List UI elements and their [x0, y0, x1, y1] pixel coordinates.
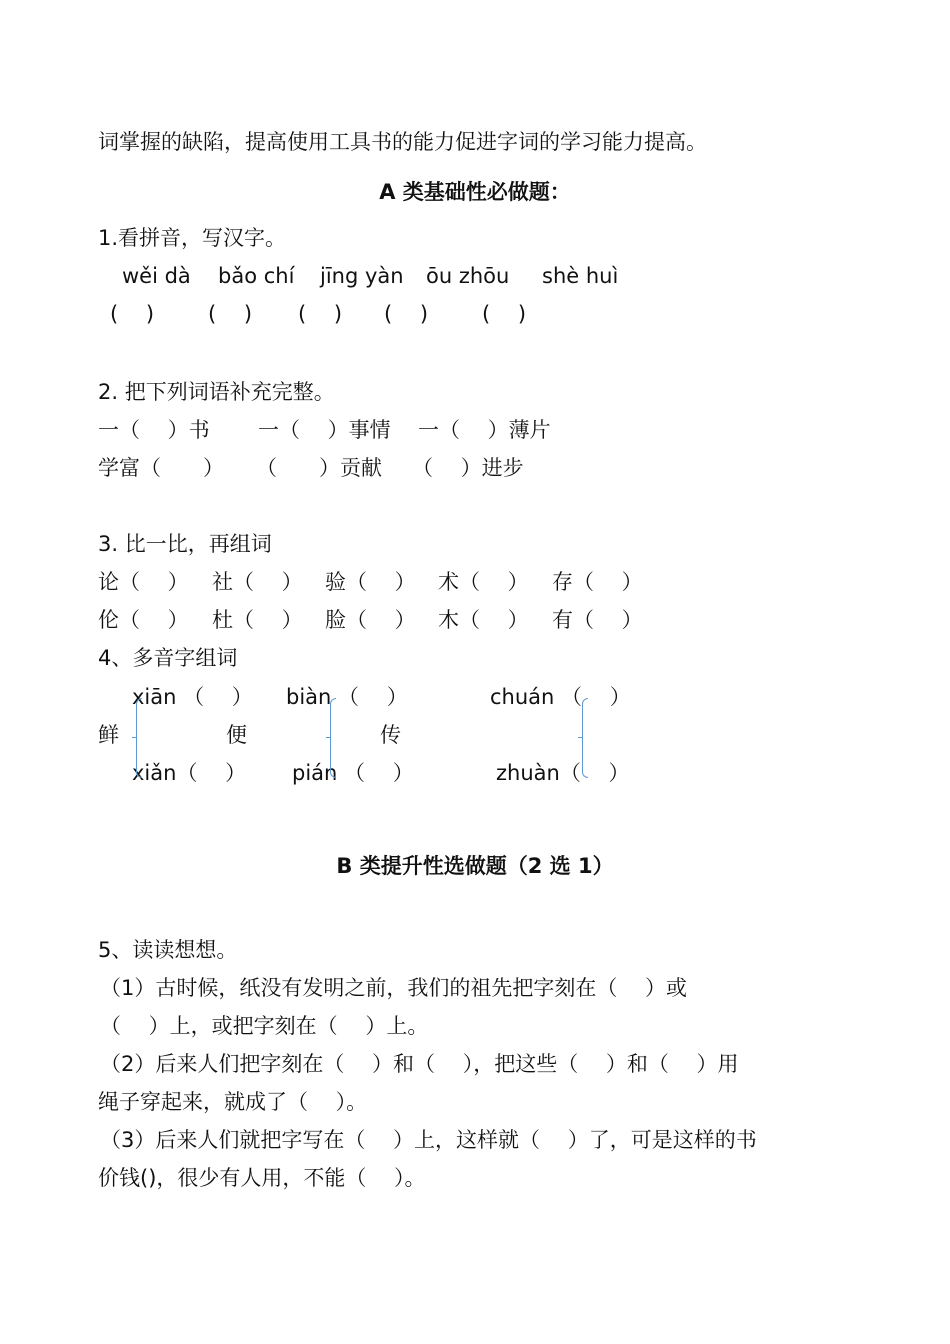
q5-title: 5、读读想想。 — [98, 938, 238, 962]
q1-blank-5[interactable]: ( ) — [482, 302, 527, 326]
q1-pinyin-4: ōu zhōu — [426, 264, 510, 288]
q3-item[interactable]: 木（ ） — [438, 608, 529, 632]
q4-top-1[interactable]: xiān （ ） — [132, 685, 253, 709]
q3-title: 3. 比一比，再组词 — [98, 532, 272, 556]
section-a-title: A 类基础性必做题： — [379, 180, 571, 204]
q4-top-3[interactable]: chuán （ ） — [490, 685, 631, 709]
q1-title: 1.看拼音，写汉字。 — [98, 226, 287, 250]
q4-char-3: 传 — [380, 723, 401, 747]
q5-line-6: 价钱()，很少有人用，不能（ ）。 — [98, 1166, 426, 1190]
q2-title: 2. 把下列词语补充完整。 — [98, 380, 335, 404]
q3-item[interactable]: 社（ ） — [212, 570, 303, 594]
q4-top-2[interactable]: biàn （ ） — [286, 685, 408, 709]
q2-item-4[interactable]: 学富（ ） — [98, 456, 224, 480]
intro-line: 词掌握的缺陷，提高使用工具书的能力促进字词的学习能力提高。 — [98, 130, 707, 154]
brace-icon — [330, 698, 336, 778]
brace-icon — [136, 698, 142, 778]
q3-item[interactable]: 论（ ） — [98, 570, 189, 594]
q2-item-5[interactable]: （ ）贡献 — [256, 456, 382, 480]
q2-item-1[interactable]: 一（ ）书 — [98, 418, 210, 442]
q3-item[interactable]: 验（ ） — [325, 570, 416, 594]
q5-line-3: （2）后来人们把字刻在（ ）和（ ），把这些（ ）和（ ）用 — [100, 1052, 739, 1076]
q4-char-1: 鲜 — [98, 723, 119, 747]
q3-item[interactable]: 杜（ ） — [212, 608, 303, 632]
q1-pinyin-1: wěi dà — [122, 264, 191, 288]
q1-pinyin-3: jīng yàn — [320, 264, 404, 288]
q3-item[interactable]: 有（ ） — [552, 608, 643, 632]
q5-line-1: （1）古时候，纸没有发明之前，我们的祖先把字刻在（ ）或 — [100, 976, 688, 1000]
q3-item[interactable]: 伦（ ） — [98, 608, 189, 632]
q1-blank-3[interactable]: ( ) — [298, 302, 343, 326]
q4-char-2: 便 — [226, 723, 247, 747]
q2-item-2[interactable]: 一（ ）事情 — [258, 418, 391, 442]
q1-pinyin-2: bǎo chí — [218, 264, 295, 288]
q3-item[interactable]: 术（ ） — [438, 570, 529, 594]
q3-item[interactable]: 存（ ） — [552, 570, 643, 594]
q2-item-3[interactable]: 一（ ）薄片 — [418, 418, 551, 442]
q1-blank-4[interactable]: ( ) — [384, 302, 429, 326]
q4-bottom-1[interactable]: xiǎn（ ） — [132, 761, 247, 785]
q5-line-2: （ ）上，或把字刻在（ ）上。 — [100, 1014, 429, 1038]
q4-title: 4、多音字组词 — [98, 646, 238, 670]
q5-line-4: 绳子穿起来，就成了（ ）。 — [98, 1090, 368, 1114]
q3-item[interactable]: 脸（ ） — [325, 608, 416, 632]
q5-line-5: （3）后来人们就把字写在（ ）上，这样就（ ）了，可是这样的书 — [100, 1128, 757, 1152]
section-b-title: B 类提升性选做题（2 选 1） — [336, 854, 614, 878]
q1-blank-1[interactable]: ( ) — [110, 302, 155, 326]
q4-bottom-2[interactable]: pián （ ） — [292, 761, 414, 785]
q4-bottom-3[interactable]: zhuàn（ ） — [496, 761, 630, 785]
q1-blank-2[interactable]: ( ) — [208, 302, 253, 326]
brace-icon — [582, 698, 588, 778]
q1-pinyin-5: shè huì — [542, 264, 619, 288]
q2-item-6[interactable]: （ ）进步 — [412, 456, 524, 480]
